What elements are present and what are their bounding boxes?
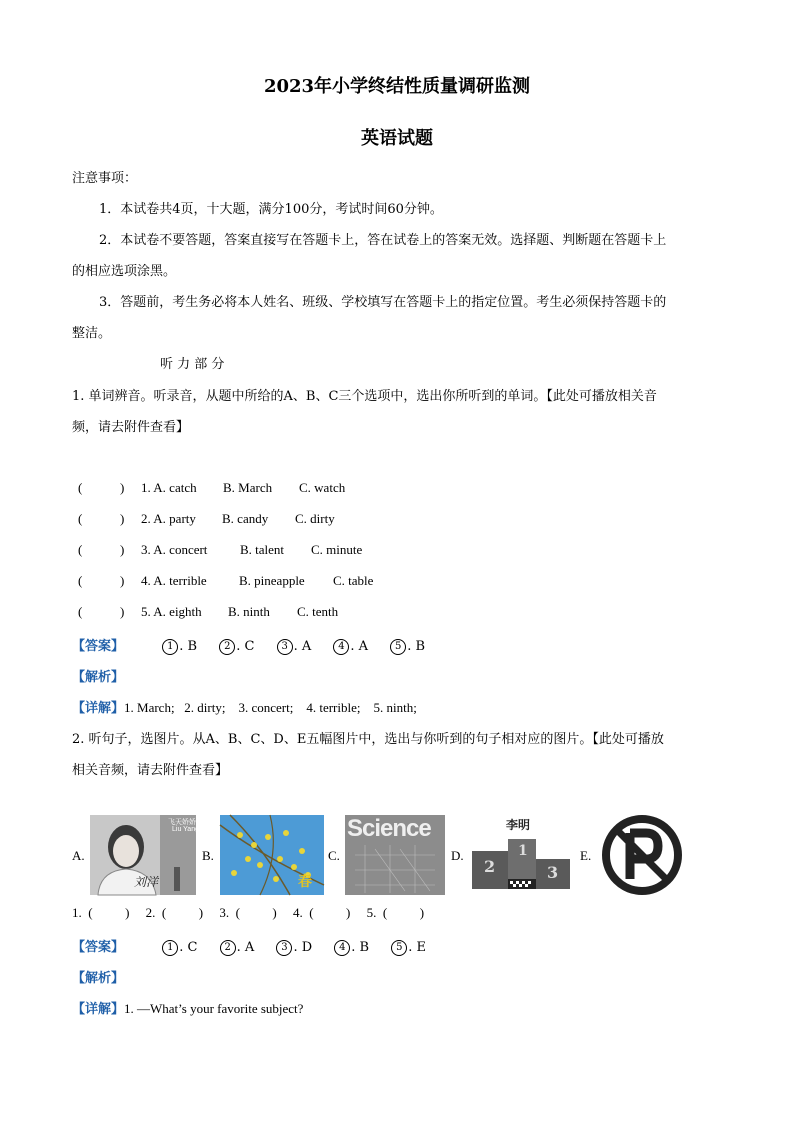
q1-item-option-c: C. table (333, 573, 374, 588)
answer-item (276, 940, 312, 955)
q1-item-paren-open: ( (78, 604, 83, 619)
q1-item-option-a: 4. A. terrible (141, 573, 207, 588)
q1-item-option-b: B. pineapple (239, 573, 305, 588)
q1-item-paren-close: ) (120, 511, 125, 526)
circled-number: 4 (334, 940, 350, 956)
q2-answer-row (72, 936, 444, 956)
picture-d-third-place: 3 (547, 863, 559, 882)
q1-item-paren-close: ) (120, 542, 125, 557)
no-parking-icon (598, 815, 686, 895)
answer-value: . B (407, 639, 426, 654)
q2-answer-blanks: 1. ( ) 2. ( ) 3. ( ) 4. ( ) 5. ( ) (72, 905, 425, 920)
detail-label: 【详解】 (72, 1002, 125, 1017)
q1-item-paren-close: ) (120, 604, 125, 619)
answer-item (334, 940, 369, 955)
answer-value: . C (179, 940, 198, 955)
q1-item-option-a: 3. A. concert (141, 542, 208, 557)
q1-item-option-b: B. candy (222, 511, 269, 526)
answer-value: . D (293, 940, 313, 955)
picture-d-second-place: 2 (484, 857, 496, 876)
circled-number: 1 (162, 639, 178, 655)
q1-item-paren-close: ) (120, 480, 125, 495)
notice-heading: 注意事项： (72, 171, 138, 186)
page-subtitle: 英语试题 (361, 128, 433, 149)
detail-text: 1. March; 2. dirty; 3. concert; 4. terrible; 5. ninth; (124, 700, 417, 715)
circled-number: 5 (390, 639, 406, 655)
picture-e-no-parking-sign (598, 815, 686, 895)
circled-number: 5 (391, 940, 407, 956)
circled-number: 2 (220, 940, 236, 956)
q1-item-paren-open: ( (78, 480, 83, 495)
picture-a-name: Liu Yang (172, 826, 199, 833)
answer-item (390, 639, 425, 654)
circled-number: 3 (276, 940, 292, 956)
q1-item-option-a: 2. A. party (141, 511, 196, 526)
q1-item-option-b: B. talent (240, 542, 285, 557)
answer-item (220, 940, 255, 955)
answer-item (391, 940, 426, 955)
q1-item-paren-open: ( (78, 542, 83, 557)
picture-a-astronaut (90, 815, 199, 895)
picture-a-title: 飞天娇娇 (168, 818, 196, 826)
q1-item-option-b: B. March (223, 480, 273, 495)
picture-label-e: E. (580, 848, 592, 863)
notice-item-2-line-1: 2．本试卷不要答题，答案直接写在答题卡上，答在试卷上的答案无效。选择题、判断题在答题卡上 (99, 233, 667, 248)
answer-item (333, 639, 368, 654)
q1-answer-row (72, 635, 443, 655)
answer-value: . A (236, 940, 255, 955)
picture-b-spring (220, 815, 324, 895)
q2-instruction-line-1: 2. 听句子，选图片。从A、B、C、D、E五幅图片中，选出与你听到的句子相对应的图片。【此处可播放 (72, 732, 664, 747)
detail-text: 1. —What’s your favorite subject? (124, 1001, 304, 1016)
picture-b-character: 春 (298, 874, 312, 890)
picture-label-a: A. (72, 848, 85, 863)
notice-item-2-line-2: 的相应选项涂黑。 (72, 264, 177, 279)
q1-item-option-b: B. ninth (228, 604, 270, 619)
q1-item-option-c: C. watch (299, 480, 346, 495)
answer-item (277, 639, 312, 654)
q1-instruction-line-1: 1. 单词辨音。听录音，从题中所给的A、B、C三个选项中，选出你所听到的单词。【此处可播放相关音 (72, 389, 657, 404)
q1-item-option-a: 1. A. catch (141, 480, 197, 495)
q1-instruction-line-2: 频，请去附件查看】 (72, 420, 190, 435)
picture-d-name: 李明 (506, 818, 531, 832)
answer-item (219, 639, 254, 654)
q2-analysis-label: 【解析】 (72, 971, 125, 986)
circled-number: 1 (162, 940, 178, 956)
notice-item-3-line-1: 3．答题前，考生务必将本人姓名、班级、学校填写在答题卡上的指定位置。考生必须保持答题卡的 (99, 295, 667, 310)
circled-number: 3 (277, 639, 293, 655)
q2-detail-row (72, 998, 303, 1017)
picture-label-d: D. (451, 848, 464, 863)
answer-value: . A (350, 639, 369, 654)
picture-d-podium (468, 815, 574, 895)
notice-item-1: 1．本试卷共4页，十大题，满分100分，考试时间60分钟。 (99, 202, 443, 217)
detail-label: 【详解】 (72, 701, 125, 716)
answer-value: . C (236, 639, 255, 654)
picture-a-calligraphy: 刘洋 (134, 875, 159, 889)
picture-label-b: B. (202, 848, 214, 863)
q1-item-option-a: 5. A. eighth (141, 604, 202, 619)
picture-c-science (345, 815, 445, 895)
circled-number: 2 (219, 639, 235, 655)
q1-detail-row (72, 697, 417, 716)
page-title: 2023年小学终结性质量调研监测 (263, 76, 531, 97)
answer-value: . B (351, 940, 370, 955)
q1-item-option-c: C. tenth (297, 604, 339, 619)
answer-value: . E (408, 940, 427, 955)
q1-item-option-c: C. minute (311, 542, 363, 557)
answer-label: 【答案】 (72, 639, 125, 654)
q1-item-paren-close: ) (120, 573, 125, 588)
answer-item (162, 639, 197, 654)
q1-item-paren-open: ( (78, 511, 83, 526)
q2-instruction-line-2: 相关音频，请去附件查看】 (72, 763, 229, 778)
q1-analysis-label: 【解析】 (72, 670, 125, 685)
section-label: 听 力 部 分 (160, 357, 225, 372)
circled-number: 4 (333, 639, 349, 655)
answer-item (162, 940, 197, 955)
answer-value: . B (179, 639, 198, 654)
picture-d-first-place: 1 (518, 843, 528, 859)
q1-item-option-c: C. dirty (295, 511, 335, 526)
picture-label-c: C. (328, 848, 340, 863)
answer-label: 【答案】 (72, 940, 125, 955)
answer-value: . A (293, 639, 312, 654)
notice-item-3-line-2: 整洁。 (72, 326, 112, 341)
picture-c-title: Science (347, 815, 431, 842)
q1-item-paren-open: ( (78, 573, 83, 588)
